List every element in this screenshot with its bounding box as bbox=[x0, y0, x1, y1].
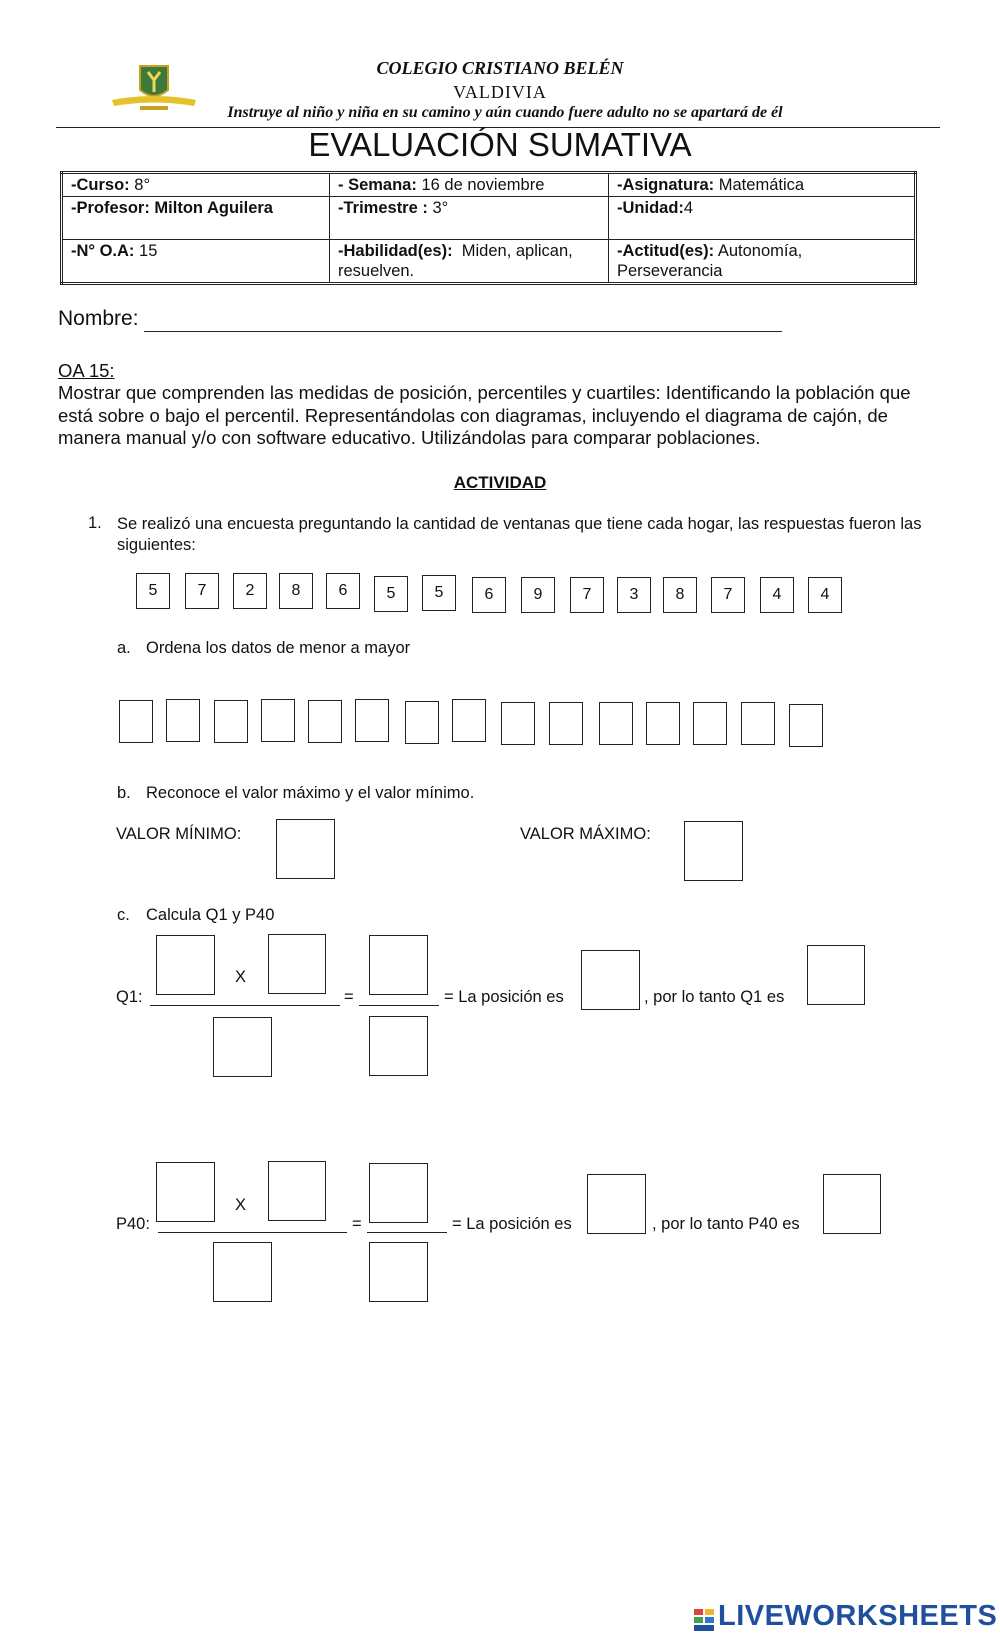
ordered-value-input[interactable] bbox=[119, 700, 153, 743]
ordered-value-input[interactable] bbox=[214, 700, 248, 743]
item-c-label: c. bbox=[117, 906, 130, 924]
trimestre-cell: -Trimestre : 3° bbox=[330, 197, 609, 240]
data-value-box: 6 bbox=[472, 577, 506, 613]
nombre-input-line[interactable] bbox=[144, 331, 782, 332]
data-value-box: 3 bbox=[617, 577, 651, 613]
p40-fraction-line-right bbox=[367, 1232, 447, 1233]
liveworksheets-logo-icon bbox=[693, 1607, 715, 1633]
objective-title: OA 15: bbox=[58, 360, 115, 381]
ordered-value-input[interactable] bbox=[693, 702, 727, 745]
p40-equals-sign: = bbox=[352, 1215, 362, 1233]
data-value-box: 9 bbox=[521, 577, 555, 613]
item-b-label: b. bbox=[117, 784, 131, 802]
data-value-box: 4 bbox=[760, 577, 794, 613]
data-value-box: 7 bbox=[570, 577, 604, 613]
q1-denominator-b-input[interactable] bbox=[369, 1016, 428, 1076]
liveworksheets-brand: LIVEWORKSHEETS bbox=[718, 1600, 998, 1632]
course-info-table bbox=[60, 171, 917, 285]
question-text: Se realizó una encuesta preguntando la cantidad de ventanas que tiene cada hogar, las respuestas fueron las siguientes: bbox=[117, 515, 922, 554]
ordered-value-input[interactable] bbox=[789, 704, 823, 747]
semana-cell: - Semana: 16 de noviembre bbox=[330, 173, 609, 197]
activity-heading: ACTIVIDAD bbox=[453, 473, 547, 492]
oa-cell: -N° O.A: 15 bbox=[62, 240, 330, 284]
q1-result-text: , por lo tanto Q1 es bbox=[644, 988, 785, 1006]
p40-numerator-input[interactable] bbox=[369, 1163, 428, 1223]
data-value-box: 6 bbox=[326, 573, 360, 609]
q1-position-input[interactable] bbox=[581, 950, 640, 1010]
q1-result-input[interactable] bbox=[807, 945, 865, 1005]
curso-cell: -Curso: 8° bbox=[62, 173, 330, 197]
data-value-box: 7 bbox=[711, 577, 745, 613]
ordered-value-input[interactable] bbox=[452, 699, 486, 742]
valor-maximo-label: VALOR MÁXIMO: bbox=[520, 825, 651, 843]
ordered-value-input[interactable] bbox=[599, 702, 633, 745]
data-value-box: 8 bbox=[663, 577, 697, 613]
item-b-text: Reconoce el valor máximo y el valor mínimo. bbox=[146, 784, 475, 802]
ordered-value-input[interactable] bbox=[308, 700, 342, 743]
q1-fraction-line-left bbox=[150, 1005, 340, 1006]
page-title: EVALUACIÓN SUMATIVA bbox=[308, 126, 692, 163]
p40-denominator-a-input[interactable] bbox=[213, 1242, 272, 1302]
q1-times-sign: X bbox=[235, 968, 247, 986]
actitud-cell: -Actitud(es): Autonomía, Perseverancia bbox=[609, 240, 916, 284]
item-c-text: Calcula Q1 y P40 bbox=[146, 906, 275, 924]
ordered-value-input[interactable] bbox=[646, 702, 680, 745]
unidad-cell: -Unidad:4 bbox=[609, 197, 916, 240]
asignatura-cell: -Asignatura: Matemática bbox=[609, 173, 916, 197]
ordered-value-input[interactable] bbox=[261, 699, 295, 742]
ordered-value-input[interactable] bbox=[501, 702, 535, 745]
p40-result-text: , por lo tanto P40 es bbox=[652, 1215, 800, 1233]
data-value-box: 5 bbox=[374, 576, 408, 612]
p40-position-input[interactable] bbox=[587, 1174, 646, 1234]
item-a-text: Ordena los datos de menor a mayor bbox=[146, 639, 411, 657]
school-motto: Instruye al niño y niña en su camino y aún cuando fuere adulto no se apartará de él bbox=[227, 104, 783, 121]
ordered-value-input[interactable] bbox=[355, 699, 389, 742]
q1-position-text: = La posición es bbox=[444, 988, 564, 1006]
q1-numerator-input[interactable] bbox=[369, 935, 428, 995]
q1-denominator-a-input[interactable] bbox=[213, 1017, 272, 1077]
valor-minimo-input[interactable] bbox=[276, 819, 335, 879]
p40-label: P40: bbox=[116, 1215, 150, 1233]
data-value-box: 7 bbox=[185, 573, 219, 609]
ordered-value-input[interactable] bbox=[405, 701, 439, 744]
data-value-box: 5 bbox=[136, 573, 170, 609]
p40-position-text: = La posición es bbox=[452, 1215, 572, 1233]
item-a-label: a. bbox=[117, 639, 131, 657]
p40-factor-a-input[interactable] bbox=[156, 1162, 215, 1222]
profesor-cell: -Profesor: Milton Aguilera bbox=[62, 197, 330, 240]
q1-factor-a-input[interactable] bbox=[156, 935, 215, 995]
data-value-box: 4 bbox=[808, 577, 842, 613]
objective-text: Mostrar que comprenden las medidas de posición, percentiles y cuartiles: Identificando la población que está sobre o bajo el percentil. Representándolas con diagramas, incluyendo el diagrama de cajón, de manera manual y/o con software educativo. Utilizándolas para comparar poblaciones. bbox=[58, 382, 911, 448]
data-value-box: 2 bbox=[233, 573, 267, 609]
school-city: VALDIVIA bbox=[453, 82, 547, 102]
ordered-value-input[interactable] bbox=[166, 699, 200, 742]
q1-fraction-line-right bbox=[359, 1005, 439, 1006]
valor-maximo-input[interactable] bbox=[684, 821, 743, 881]
question-number: 1. bbox=[88, 514, 102, 532]
nombre-label: Nombre: bbox=[58, 307, 139, 330]
p40-denominator-b-input[interactable] bbox=[369, 1242, 428, 1302]
ordered-value-input[interactable] bbox=[741, 702, 775, 745]
p40-fraction-line-left bbox=[158, 1232, 347, 1233]
data-value-box: 5 bbox=[422, 575, 456, 611]
ordered-value-input[interactable] bbox=[549, 702, 583, 745]
p40-factor-b-input[interactable] bbox=[268, 1161, 326, 1221]
data-value-box: 8 bbox=[279, 573, 313, 609]
p40-result-input[interactable] bbox=[823, 1174, 881, 1234]
valor-minimo-label: VALOR MÍNIMO: bbox=[116, 825, 242, 843]
school-name: COLEGIO CRISTIANO BELÉN bbox=[376, 58, 624, 78]
habilidad-cell: -Habilidad(es): Miden, aplican, resuelven. bbox=[330, 240, 609, 284]
q1-factor-b-input[interactable] bbox=[268, 934, 326, 994]
q1-equals-sign: = bbox=[344, 988, 354, 1006]
q1-label: Q1: bbox=[116, 988, 143, 1006]
p40-times-sign: X bbox=[235, 1196, 247, 1214]
